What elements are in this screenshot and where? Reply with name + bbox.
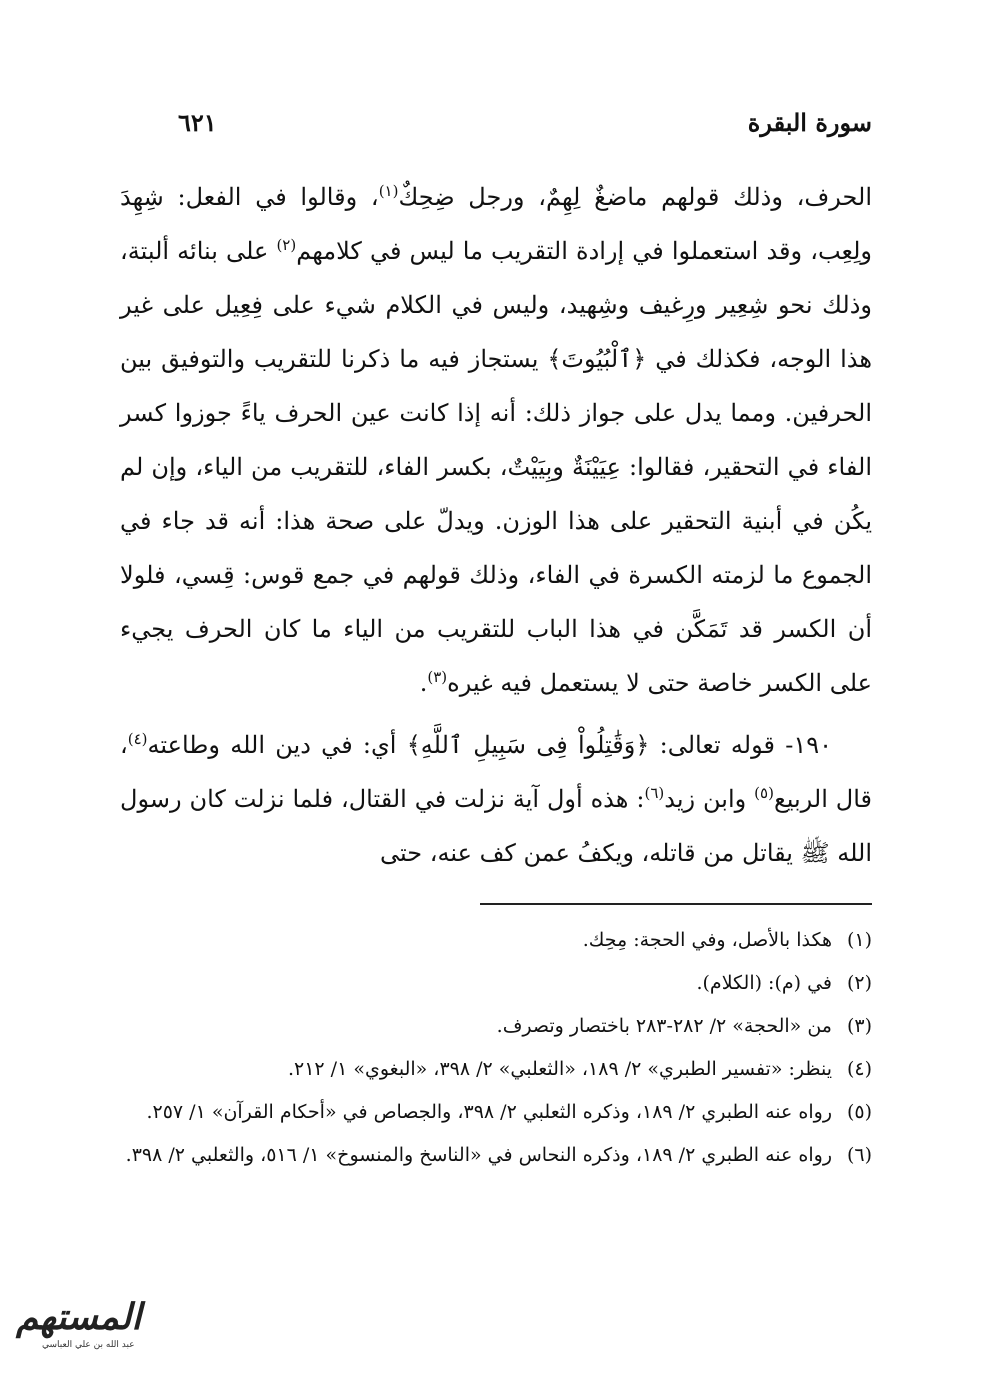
paragraph-1: [120, 170, 872, 710]
footnote-3: [120, 1008, 872, 1044]
logo-subtext: عبد الله بن علي العباسي: [42, 1340, 135, 1350]
text-run: .: [419, 669, 428, 697]
footnote-6: [120, 1137, 872, 1173]
footnotes: [120, 922, 872, 1180]
footnote-1: [120, 922, 872, 958]
footnote-number: (٢): [846, 972, 872, 994]
footnote-ref-4[interactable]: (٤): [127, 730, 148, 748]
paragraph-2: [120, 718, 872, 880]
footnote-text: ينظر: «تفسير الطبري» ٢/ ١٨٩، «الثعلبي» ٢/ ٣٩٨، «البغوي» ١/ ٢١٢.: [287, 1058, 832, 1080]
footnote-4: [120, 1051, 872, 1087]
text-run: ، قال الربيع: [120, 731, 872, 813]
footnote-text: رواه عنه الطبري ٢/ ١٨٩، وذكره الثعلبي ٢/ ٣٩٨، والجصاص في «أحكام القرآن» ١/ ٢٥٧.: [146, 1101, 832, 1123]
footnote-ref-2[interactable]: (٢): [276, 236, 297, 254]
text-run: الحرف، وذلك قولهم ماضغٌ لِهِمٌ، ورجل ضِحِكٌ: [398, 183, 872, 211]
footnote-number: (٤): [846, 1058, 872, 1080]
footnote-separator: [480, 903, 872, 905]
logo-calligraphy: المستهم: [16, 1296, 142, 1338]
text-run: : هذه أول آية نزلت في القتال، فلما نزلت كان رسول الله ﷺ يقاتل من قاتله، ويكفُ عمن كف عنه، حتى: [120, 785, 872, 867]
surah-title: سورة البقرة: [747, 108, 872, 137]
text-run: على بنائه ألبتة، وذلك نحو شِعِير ورِغيف وشِهيد، وليس في الكلام شيء على فِعِيل على غير هذا الوجه، فكذلك في ﴿ٱلْبُيُوتَ﴾ يستجاز فيه ما ذكرنا للتقريب والتوفيق بين الحرفين. ومما يدل على جواز ذلك: أنه إذا كانت عين الحرف ياءً جوزوا كسر الفاء في التحقير، فقالوا: عِيَيْنَةٌ وبِيَيْتٌ، بكسر الفاء، للتقريب من الياء، وإن لم يكُن في أبنية التحقير على هذا الوزن. ويدلّ على صحة هذا: أنه قد جاء في الجموع ما لزمته الكسرة في الفاء، وذلك قولهم في جمع قوس: قِسي، فلولا أن الكسر قد تَمَكَّن في هذا الباب للتقريب من الياء ما كان الحرف يجيء على الكسر خاصة حتى لا يستعمل فيه غيره: [120, 237, 872, 697]
main-text: [120, 170, 872, 880]
footnote-text: رواه عنه الطبري ٢/ ١٨٩، وذكره النحاس في «الناسخ والمنسوخ» ١/ ٥١٦، والثعلبي ٢/ ٣٩٨.: [125, 1144, 832, 1166]
footnote-ref-3[interactable]: (٣): [427, 668, 448, 686]
footnote-ref-5[interactable]: (٥): [754, 784, 774, 802]
footnote-ref-1[interactable]: (١): [378, 182, 399, 200]
text-run: ، وقالوا في الفعل: شِهِدَ ولِعِب، وقد استعملوا في إرادة التقريب ما ليس في كلامهم: [120, 183, 873, 265]
footnote-2: [120, 965, 872, 1001]
page-number: ٦٢١: [178, 108, 217, 137]
footnote-number: (٦): [846, 1144, 872, 1166]
text-run: وابن زيد: [664, 785, 755, 813]
footnote-number: (٥): [846, 1101, 872, 1123]
running-header: [120, 108, 872, 148]
footnote-number: (٣): [846, 1015, 872, 1037]
footnote-text: في (م): (الكلام).: [696, 972, 832, 994]
footnote-text: هكذا بالأصل، وفي الحجة: مِحِك.: [582, 929, 832, 951]
footnote-text: من «الحجة» ٢/ ٢٨٢-٢٨٣ باختصار وتصرف.: [496, 1015, 832, 1037]
footnote-5: [120, 1094, 872, 1130]
text-run: ١٩٠- قوله تعالى: ﴿وَقَٰتِلُواْ فِى سَبِيلِ ٱللَّهِ﴾ أي: في دين الله وطاعته: [147, 731, 832, 759]
footnote-number: (١): [846, 929, 872, 951]
footnote-ref-6[interactable]: (٦): [644, 784, 665, 802]
publisher-logo: [12, 1296, 140, 1358]
